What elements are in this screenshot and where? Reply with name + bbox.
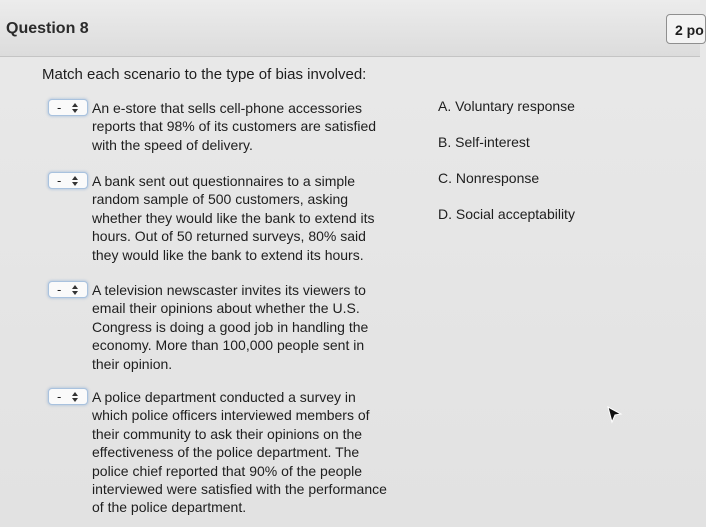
updown-arrows-icon xyxy=(71,102,79,114)
bias-select-2[interactable] xyxy=(48,172,88,189)
bias-select-4[interactable] xyxy=(48,388,88,405)
scenario-text: An e-store that sells cell-phone accessories reports that 98% of its customers are satisfied with the speed of delivery. xyxy=(92,100,377,153)
answer-option-a: A. Voluntary response xyxy=(438,98,575,114)
question-title: Question 8 xyxy=(6,20,89,37)
mouse-cursor-icon xyxy=(607,406,623,424)
updown-arrows-icon xyxy=(71,284,79,296)
scenario-text: A bank sent out questionnaires to a simple random sample of 500 customers, asking whether they would like the bank to extend its hours. Out of 50 returned surveys, 80% said they would like the bank to extend its hours. xyxy=(92,173,375,263)
updown-arrows-icon xyxy=(71,175,79,187)
select-value: - xyxy=(57,282,62,297)
points-badge: 2 po xyxy=(666,14,706,44)
question-header xyxy=(0,0,704,57)
answer-options xyxy=(438,97,575,241)
answer-option-d: D. Social acceptability xyxy=(438,206,575,222)
scenario-1 xyxy=(48,99,398,154)
select-value: - xyxy=(57,173,62,188)
scenario-2 xyxy=(48,172,398,264)
instructions: Match each scenario to the type of bias involved: xyxy=(42,66,367,83)
bias-select-3[interactable] xyxy=(48,281,88,298)
scenario-3 xyxy=(48,281,398,373)
select-value: - xyxy=(57,100,62,115)
bias-select-1[interactable] xyxy=(48,99,88,116)
scenario-4 xyxy=(48,388,398,517)
scenario-text: A police department conducted a survey in which police officers interviewed members of their community to ask their opinions on the effectiveness of the police department. The police chief reported that 90% of the people interviewed were satisfied with the performance of the police department. xyxy=(92,389,387,516)
scenario-text: A television newscaster invites its viewers to email their opinions about whether the U.S. Congress is doing a good job in handling the economy. More than 100,000 people sent in their opinion. xyxy=(92,282,369,372)
answer-option-b: B. Self-interest xyxy=(438,134,530,150)
select-value: - xyxy=(57,389,62,404)
answer-option-c: C. Nonresponse xyxy=(438,170,540,186)
updown-arrows-icon xyxy=(71,391,79,403)
